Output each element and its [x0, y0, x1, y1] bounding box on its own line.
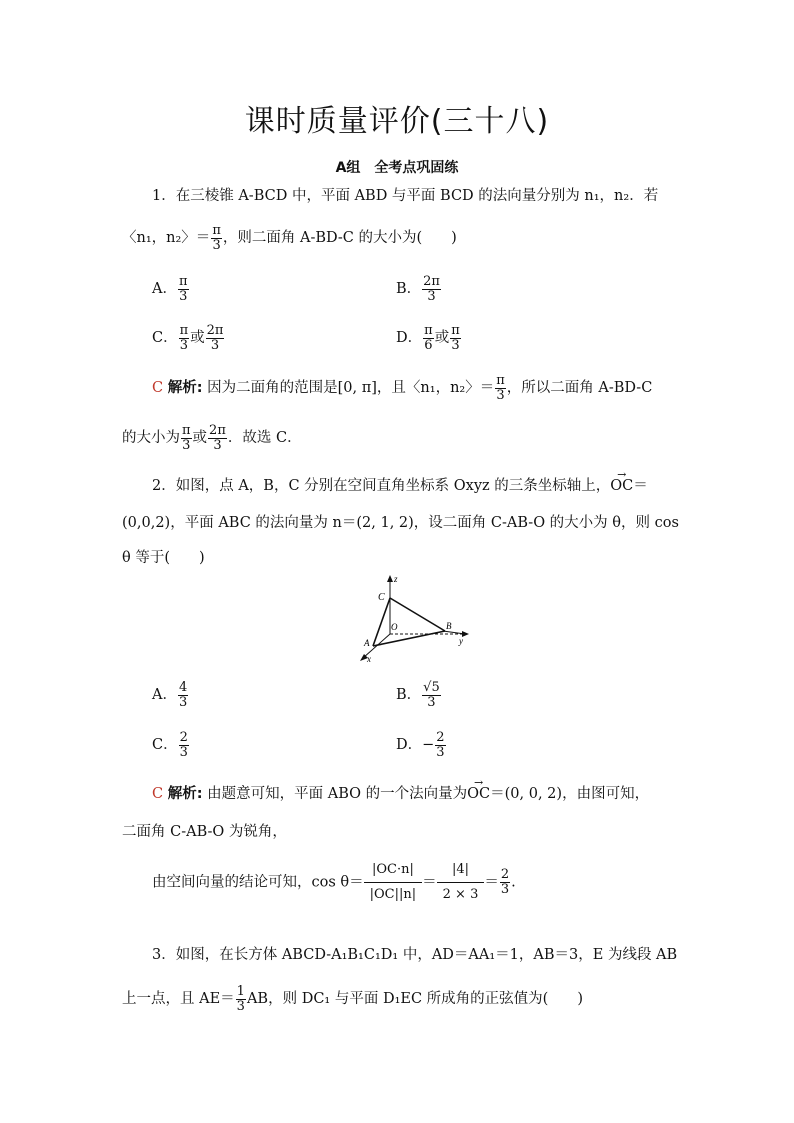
q1-analysis-label: 解析:	[167, 380, 203, 397]
fig-label-z: z	[394, 574, 398, 584]
q2-option-a[interactable]: A． $\frac{4}{3}$	[152, 680, 188, 710]
q2-option-d[interactable]: D．− $\frac{2}{3}$	[396, 730, 445, 760]
vector-oc: → OC	[610, 476, 633, 496]
q2-option-b[interactable]: B． $\frac{√5}{3}$	[396, 680, 440, 710]
q2-answer: C	[152, 786, 164, 802]
q2-analysis-formula: 由空间向量的结论可知，cos θ＝ $\frac{|OC\cdot n|}{|OC||n|}$ ＝ $\frac{|4|}{2 \times 3}$ ＝ $\frac{2}{3}$ .	[152, 858, 516, 907]
cos-result-fraction: $\frac{2}{3}$	[500, 867, 510, 897]
q1-stem-line2	[122, 224, 457, 252]
q2-option-c[interactable]: C． $\frac{2}{3}$	[152, 730, 188, 760]
q1-analysis-line1: C 解析: 因为二面角的范围是[0, π]，且〈n₁，n₂〉＝ $\frac{\pi}{3}$ ，所以二面角 A-BD-C	[152, 373, 653, 403]
q2-analysis-line1: C 解析: 由题意可知，平面 ABO 的一个法向量为→ OC＝(0, 0, 2)，由图可知，	[152, 784, 649, 804]
fig-label-c: C	[378, 592, 385, 603]
q3-stem-line1: 3．如图，在长方体 ABCD-A₁B₁C₁D₁ 中，AD＝AA₁＝1，AB＝3，E 为线段 AB	[152, 947, 678, 963]
q1-option-c[interactable]: C． $\frac{\pi}{3}$ 或 $\frac{2\pi}{3}$	[152, 323, 224, 353]
vector-oc-analysis: → OC	[467, 784, 490, 804]
q1-analysis-line2: 的大小为 $\frac{\pi}{3}$ 或 $\frac{2\pi}{3}$ ．故选 C．	[122, 423, 302, 453]
fig-label-a: A	[364, 638, 370, 648]
cos-formula-fraction: $\frac{|OC\cdot n|}{|OC||n|}$	[364, 858, 423, 907]
q1-stem-post: ，则二面角 A-BD-C 的大小为( )	[222, 230, 457, 247]
q2-analysis-line2: 二面角 C-AB-O 为锐角，	[122, 824, 287, 840]
q1-option-b[interactable]: B． $\frac{2\pi}{3}$	[396, 274, 440, 304]
q1-angle-fraction: $\frac{\pi}{3}$	[212, 223, 221, 253]
section-heading: A组 全考点巩固练	[335, 160, 459, 176]
q3-stem-line2: 上一点，且 AE＝ $\frac{1}{3}$ AB，则 DC₁ 与平面 D₁EC 所成角的正弦值为( )	[122, 984, 583, 1014]
fig-label-b: B	[446, 621, 452, 631]
q1-stem-pre: 〈n₁，n₂〉＝	[122, 230, 211, 247]
q1-stem-line1: 1．在三棱锥 A-BCD 中，平面 ABD 与平面 BCD 的法向量分别为 n₁，n₂．若	[152, 188, 659, 204]
q2-stem-line2: (0,0,2)，平面 ABC 的法向量为 n＝(2, 1, 2)，设二面角 C-AB-O 的大小为 θ，则 cos	[122, 515, 679, 531]
fig-label-o: O	[391, 622, 398, 632]
fig-label-y: y	[459, 636, 463, 646]
q1-option-d[interactable]: D． $\frac{\pi}{6}$ 或 $\frac{\pi}{3}$	[396, 323, 460, 353]
q2-stem-line1: 2．如图，点 A，B，C 分别在空间直角坐标系 Oxyz 的三条坐标轴上，→ OC＝	[152, 476, 648, 496]
q3-fraction: $\frac{1}{3}$	[236, 984, 245, 1014]
q1-option-a[interactable]: A． $\frac{\pi}{3}$	[152, 274, 188, 304]
fig-label-x: x	[367, 654, 371, 664]
q2-analysis-label: 解析:	[167, 786, 203, 802]
q2-stem-line3: θ 等于( )	[122, 550, 205, 566]
coordinate-figure	[355, 572, 475, 664]
cos-value-fraction: $\frac{|4|}{2 \times 3}$	[437, 858, 485, 907]
page-title: 课时质量评价(三十八)	[244, 104, 550, 139]
q1-answer: C	[152, 380, 164, 397]
